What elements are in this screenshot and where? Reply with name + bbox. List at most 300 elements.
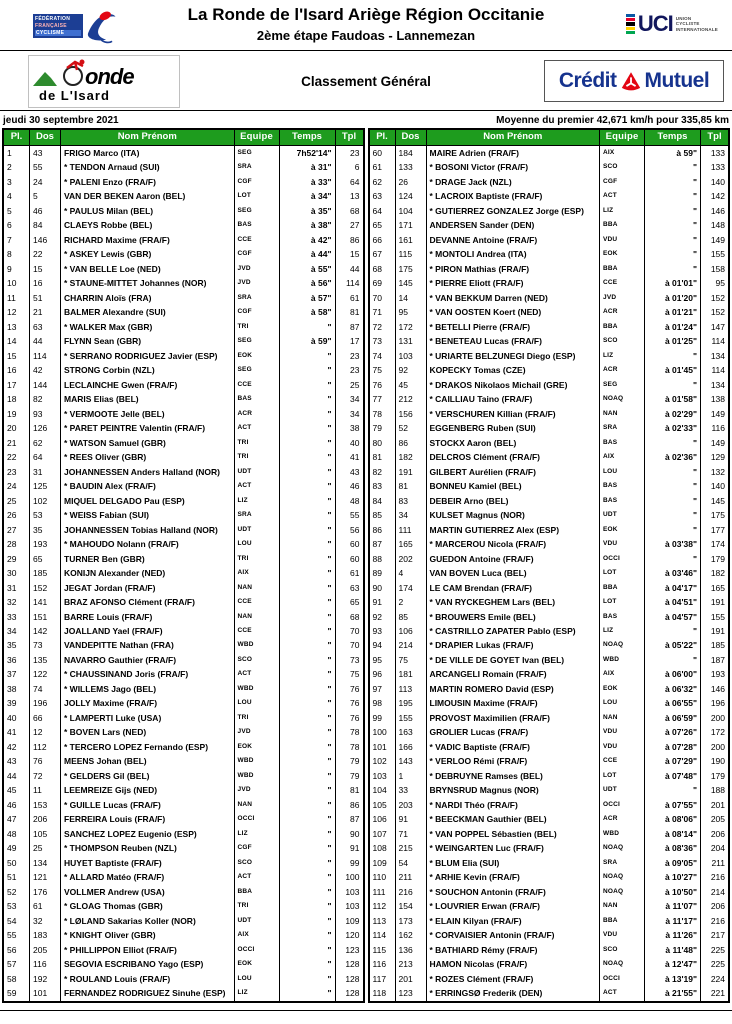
cell-pl: 33 (4, 610, 30, 624)
cell-team: EOK (235, 349, 280, 363)
table-row (4, 160, 363, 174)
table-row (4, 421, 363, 435)
cell-name: CHARRIN Aloïs (FRA) (61, 291, 235, 305)
cell-name: VAN BOVEN Luca (BEL) (427, 566, 601, 580)
cell-name: * KNIGHT Oliver (GBR) (61, 928, 235, 942)
cell-team: ACR (235, 407, 280, 421)
cell-time: à 34" (280, 189, 336, 203)
cell-pl: 55 (4, 928, 30, 942)
cell-team: LIZ (600, 204, 645, 218)
table-row (4, 378, 363, 392)
cell-team: SEG (235, 204, 280, 218)
cell-pl: 69 (370, 276, 396, 290)
credit-mutuel-word1: Crédit (558, 69, 617, 92)
cell-time: " (280, 610, 336, 624)
cell-tpl: 64 (350, 176, 360, 187)
table-row (370, 957, 729, 971)
cell-tpl: 23 (350, 350, 360, 361)
cell-time: " (645, 783, 701, 797)
cell-time: à 56" (280, 276, 336, 290)
table-row (4, 523, 363, 537)
cell-team: OCCI (600, 798, 645, 812)
table-row (4, 566, 363, 580)
cell-dos: 192 (30, 972, 61, 986)
cell-time: à 59" (280, 334, 336, 348)
cell-pl: 92 (370, 610, 396, 624)
cell-pl: 29 (4, 552, 30, 566)
cell-dos: 163 (396, 725, 427, 739)
cell-time: " (280, 754, 336, 768)
cell-pl: 113 (370, 914, 396, 928)
cell-time: " (645, 624, 701, 638)
cell-time: à 42" (280, 233, 336, 247)
cell-team: NAN (600, 407, 645, 421)
cell-pl: 118 (370, 986, 396, 1000)
cell-dos: 62 (30, 436, 61, 450)
cell-team: NAN (600, 711, 645, 725)
cell-name: * SOUCHON Antonin (FRA/F) (427, 885, 601, 899)
table-row (4, 754, 363, 768)
cell-name: BRAZ AFONSO Clément (FRA/F) (61, 595, 235, 609)
cell-name: * BLUM Elia (SUI) (427, 856, 601, 870)
cell-pl: 16 (4, 363, 30, 377)
cell-dos: 183 (30, 928, 61, 942)
table-row (370, 291, 729, 305)
cell-time: à 01'24" (645, 320, 701, 334)
cell-time: " (280, 392, 336, 406)
table-row (4, 725, 363, 739)
header-team: Equipe (600, 130, 645, 145)
cell-pl: 48 (4, 827, 30, 841)
cell-dos: 173 (396, 914, 427, 928)
cell-pl: 14 (4, 334, 30, 348)
cell-team: EOK (600, 682, 645, 696)
cell-time: à 58" (280, 305, 336, 319)
table-row (370, 914, 729, 928)
cell-tpl: 41 (350, 452, 360, 463)
table-row (370, 407, 729, 421)
cell-name: FLYNN Sean (GBR) (61, 334, 235, 348)
cell-tpl: 175 (710, 510, 725, 521)
cell-team: BAS (600, 494, 645, 508)
cell-name: * WEINGARTEN Luc (FRA/F) (427, 841, 601, 855)
cell-name: FERREIRA Louis (FRA/F) (61, 812, 235, 826)
cell-team: BAS (600, 436, 645, 450)
cell-pl: 101 (370, 740, 396, 754)
cell-team: LIZ (235, 827, 280, 841)
cell-team: LOT (235, 189, 280, 203)
cell-dos: 125 (30, 479, 61, 493)
cell-tpl: 201 (710, 799, 725, 810)
cell-pl: 30 (4, 566, 30, 580)
cell-dos: 12 (30, 725, 61, 739)
cell-team: SEG (235, 363, 280, 377)
cell-dos: 126 (30, 421, 61, 435)
cell-tpl: 200 (710, 741, 725, 752)
cell-name: FRIGO Marco (ITA) (61, 146, 235, 160)
cell-name: ARCANGELI Romain (FRA/F) (427, 667, 601, 681)
cell-team: CGF (235, 841, 280, 855)
cell-pl: 60 (370, 146, 396, 160)
table-row (4, 885, 363, 899)
cell-time: " (645, 479, 701, 493)
cell-dos: 116 (30, 957, 61, 971)
cell-dos: 171 (396, 218, 427, 232)
cell-pl: 64 (370, 204, 396, 218)
cell-time: à 01'25" (645, 334, 701, 348)
cell-tpl: 81 (350, 785, 360, 796)
table-row (4, 392, 363, 406)
cell-dos: 72 (30, 769, 61, 783)
table-row (370, 436, 729, 450)
cell-dos: 101 (30, 986, 61, 1000)
cell-dos: 65 (30, 552, 61, 566)
table-row (4, 812, 363, 826)
cell-tpl: 17 (350, 336, 360, 347)
cell-pl: 65 (370, 218, 396, 232)
cell-team: BAS (235, 392, 280, 406)
cell-team: ACT (235, 667, 280, 681)
cell-tpl: 109 (345, 915, 360, 926)
cell-pl: 73 (370, 334, 396, 348)
cell-pl: 24 (4, 479, 30, 493)
cell-time: " (280, 943, 336, 957)
table-row (370, 334, 729, 348)
cell-dos: 196 (30, 696, 61, 710)
cell-name: * VERMOOTE Jelle (BEL) (61, 407, 235, 421)
header-name: Nom Prénom (427, 130, 601, 145)
table-row (370, 305, 729, 319)
cell-name: * VERSCHUREN Killian (FRA/F) (427, 407, 601, 421)
cell-tpl: 79 (350, 770, 360, 781)
cell-team: LIZ (235, 986, 280, 1000)
cell-team: BBA (600, 262, 645, 276)
cell-pl: 97 (370, 682, 396, 696)
table-row (4, 552, 363, 566)
cell-team: OCCI (235, 943, 280, 957)
cell-dos: 153 (30, 798, 61, 812)
cell-name: JOHANNESSEN Anders Halland (NOR) (61, 465, 235, 479)
cell-tpl: 23 (350, 148, 360, 158)
cell-tpl: 60 (350, 539, 360, 550)
table-row (370, 566, 729, 580)
table-row (4, 972, 363, 986)
cell-team: TRI (235, 436, 280, 450)
cell-team: CGF (235, 247, 280, 261)
cell-tpl: 34 (350, 394, 360, 405)
cell-dos: 26 (396, 175, 427, 189)
cell-name: * BOVEN Lars (NED) (61, 725, 235, 739)
cell-dos: 122 (30, 667, 61, 681)
cell-pl: 105 (370, 798, 396, 812)
cell-team: JVD (235, 262, 280, 276)
table-row (370, 899, 729, 913)
cell-name: * ELAIN Kilyan (FRA/F) (427, 914, 601, 928)
cell-pl: 54 (4, 914, 30, 928)
cell-tpl: 103 (345, 886, 360, 897)
table-row (4, 349, 363, 363)
cell-tpl: 225 (710, 944, 725, 955)
cell-pl: 68 (370, 262, 396, 276)
cell-team: CCE (235, 624, 280, 638)
cell-tpl: 211 (711, 857, 725, 868)
cell-dos: 76 (30, 754, 61, 768)
cell-pl: 72 (370, 320, 396, 334)
cell-pl: 52 (4, 885, 30, 899)
cell-time: à 08'06" (645, 812, 701, 826)
cell-name: KONIJN Alexander (NED) (61, 566, 235, 580)
cell-time: à 02'33" (645, 421, 701, 435)
table-row (370, 827, 729, 841)
cell-team: BBA (235, 885, 280, 899)
table-row (370, 769, 729, 783)
table-header (4, 130, 363, 146)
cell-team: ACT (235, 870, 280, 884)
cell-tpl: 76 (350, 712, 360, 723)
cell-pl: 74 (370, 349, 396, 363)
cell-tpl: 78 (350, 741, 360, 752)
cell-dos: 52 (396, 421, 427, 435)
cell-tpl: 95 (715, 278, 725, 289)
cell-time: à 04'17" (645, 581, 701, 595)
table-row (370, 682, 729, 696)
cell-dos: 105 (30, 827, 61, 841)
cell-team: ACT (235, 421, 280, 435)
cell-name: * ROZES Clément (FRA/F) (427, 972, 601, 986)
cell-pl: 107 (370, 827, 396, 841)
meta-row (0, 112, 732, 128)
cell-pl: 86 (370, 523, 396, 537)
cell-dos: 175 (396, 262, 427, 276)
cell-team: NAN (235, 610, 280, 624)
cell-dos: 11 (30, 783, 61, 797)
cell-tpl: 68 (350, 205, 360, 216)
cell-name: * ALLARD Matéo (FRA/F) (61, 870, 235, 884)
cell-pl: 95 (370, 653, 396, 667)
cell-tpl: 87 (350, 814, 360, 825)
table-row (370, 754, 729, 768)
table-row (4, 653, 363, 667)
header-team: Equipe (235, 130, 280, 145)
table-row (4, 581, 363, 595)
cell-dos: 195 (396, 696, 427, 710)
cell-tpl: 147 (710, 321, 725, 332)
cell-time: " (280, 725, 336, 739)
cell-pl: 70 (370, 291, 396, 305)
table-row (370, 494, 729, 508)
table-row (4, 537, 363, 551)
table-row (370, 653, 729, 667)
cell-dos: 176 (30, 885, 61, 899)
table-row (4, 479, 363, 493)
cell-time: " (645, 465, 701, 479)
table-row (370, 421, 729, 435)
table-row (4, 146, 363, 160)
table-row (4, 262, 363, 276)
cell-pl: 75 (370, 363, 396, 377)
cell-time: à 07'28" (645, 740, 701, 754)
cell-name: TURNER Ben (GBR) (61, 552, 235, 566)
cell-name: BALMER Alexandre (SUI) (61, 305, 235, 319)
cell-tpl: 149 (710, 408, 725, 419)
table-row (370, 581, 729, 595)
cell-team: UDT (235, 914, 280, 928)
cell-pl: 19 (4, 407, 30, 421)
cell-pl: 51 (4, 870, 30, 884)
cell-team: LOT (600, 566, 645, 580)
cell-pl: 80 (370, 436, 396, 450)
cell-dos: 85 (396, 610, 427, 624)
cell-tpl: 216 (710, 872, 725, 883)
cell-pl: 8 (4, 247, 30, 261)
cell-tpl: 204 (710, 843, 725, 854)
cell-time: " (280, 465, 336, 479)
ronde-art-icon (31, 58, 91, 88)
cell-team: CCE (235, 378, 280, 392)
cell-name: VOLLMER Andrew (USA) (61, 885, 235, 899)
cell-time: à 06'55" (645, 696, 701, 710)
cell-time: " (280, 885, 336, 899)
cell-tpl: 78 (350, 727, 360, 738)
cell-team: NOAQ (600, 957, 645, 971)
table-row (370, 189, 729, 203)
uci-acronym: UCI (637, 11, 673, 36)
cell-name: * DRAGE Jack (NZL) (427, 175, 601, 189)
cell-name: VAN DER BEKEN Aaron (BEL) (61, 189, 235, 203)
cell-name: * THOMPSON Reuben (NZL) (61, 841, 235, 855)
cell-dos: 156 (396, 407, 427, 421)
cell-dos: 203 (396, 798, 427, 812)
cell-dos: 166 (396, 740, 427, 754)
cell-dos: 174 (396, 581, 427, 595)
cell-tpl: 38 (350, 423, 360, 434)
cell-team: NOAQ (600, 870, 645, 884)
cell-team: SEG (235, 334, 280, 348)
ffc-line1: FÉDÉRATION (35, 16, 71, 22)
cell-dos: 31 (30, 465, 61, 479)
cell-pl: 40 (4, 711, 30, 725)
cell-team: AIX (600, 450, 645, 464)
header-time: Temps (645, 130, 701, 145)
table-row (370, 725, 729, 739)
cell-time: " (645, 378, 701, 392)
ronde-logo (28, 55, 180, 108)
cell-pl: 88 (370, 552, 396, 566)
table-row (370, 841, 729, 855)
cell-dos: 46 (30, 204, 61, 218)
cell-name: * VAN RYCKEGHEM Lars (BEL) (427, 595, 601, 609)
cell-name: * PARET PEINTRE Valentin (FRA/F) (61, 421, 235, 435)
cell-pl: 46 (4, 798, 30, 812)
cell-tpl: 133 (710, 148, 725, 158)
cell-pl: 15 (4, 349, 30, 363)
table-header (370, 130, 729, 146)
cell-name: * GLOAG Thomas (GBR) (61, 899, 235, 913)
cell-tpl: 146 (710, 683, 725, 694)
cell-time: à 02'36" (645, 450, 701, 464)
cell-time: à 01'20" (645, 291, 701, 305)
cell-dos: 43 (30, 146, 61, 160)
table-row (4, 899, 363, 913)
cell-time: à 02'29" (645, 407, 701, 421)
cell-team: ACR (600, 812, 645, 826)
cell-name: MAIRE Adrien (FRA/F) (427, 146, 601, 160)
cell-team: SCO (235, 856, 280, 870)
cell-tpl: 76 (350, 683, 360, 694)
cell-tpl: 128 (345, 959, 360, 970)
cell-name: * NARDI Théo (FRA/F) (427, 798, 601, 812)
cell-team: ACR (600, 305, 645, 319)
cell-dos: 131 (396, 334, 427, 348)
cell-name: * BATHIARD Rémy (FRA/F) (427, 943, 601, 957)
table-row (370, 479, 729, 493)
cell-time: à 06'59" (645, 711, 701, 725)
results-table-right (368, 128, 731, 1003)
table-row (4, 276, 363, 290)
cell-time: à 11'26" (645, 928, 701, 942)
cell-pl: 18 (4, 392, 30, 406)
cell-time: à 11'48" (645, 943, 701, 957)
cell-tpl: 140 (710, 176, 725, 187)
cell-time: " (280, 740, 336, 754)
table-row (4, 986, 363, 1000)
table-row (4, 740, 363, 754)
cell-dos: 73 (30, 638, 61, 652)
cell-dos: 16 (30, 276, 61, 290)
table-row (4, 247, 363, 261)
cell-name: * DE VILLE DE GOYET Ivan (BEL) (427, 653, 601, 667)
cell-team: OCCI (235, 812, 280, 826)
table-row (370, 363, 729, 377)
header-pl: Pl. (4, 130, 30, 145)
results-table-left (2, 128, 365, 1003)
cell-team: SCO (600, 943, 645, 957)
header-tpl: Tpl (341, 131, 357, 142)
cell-dos: 21 (30, 305, 61, 319)
cell-pl: 37 (4, 667, 30, 681)
cell-pl: 25 (4, 494, 30, 508)
cell-time: " (645, 189, 701, 203)
cell-name: * PHILLIPPON Elliot (FRA/F) (61, 943, 235, 957)
cell-dos: 74 (30, 682, 61, 696)
cell-name: MIQUEL DELGADO Pau (ESP) (61, 494, 235, 508)
cell-time: à 35" (280, 204, 336, 218)
cell-pl: 90 (370, 581, 396, 595)
cell-dos: 172 (396, 320, 427, 334)
cell-tpl: 179 (710, 553, 725, 564)
cell-team: SCO (600, 160, 645, 174)
cell-team: UDT (600, 783, 645, 797)
cell-tpl: 177 (710, 524, 725, 535)
cell-dos: 152 (30, 581, 61, 595)
cell-time: à 10'27" (645, 870, 701, 884)
cell-team: VDU (600, 725, 645, 739)
cell-name: GROLIER Lucas (FRA/F) (427, 725, 601, 739)
cell-time: à 59" (645, 146, 701, 160)
cell-pl: 56 (4, 943, 30, 957)
cell-team: LIZ (600, 349, 645, 363)
table-row (4, 189, 363, 203)
cell-time: " (645, 160, 701, 174)
cell-pl: 89 (370, 566, 396, 580)
cell-team: VDU (600, 537, 645, 551)
table-row (370, 450, 729, 464)
cell-dos: 71 (396, 827, 427, 841)
cell-name: * CHAUSSINAND Joris (FRA/F) (61, 667, 235, 681)
cell-time: " (280, 479, 336, 493)
table-row (4, 233, 363, 247)
cell-name: JEGAT Jordan (FRA/F) (61, 581, 235, 595)
